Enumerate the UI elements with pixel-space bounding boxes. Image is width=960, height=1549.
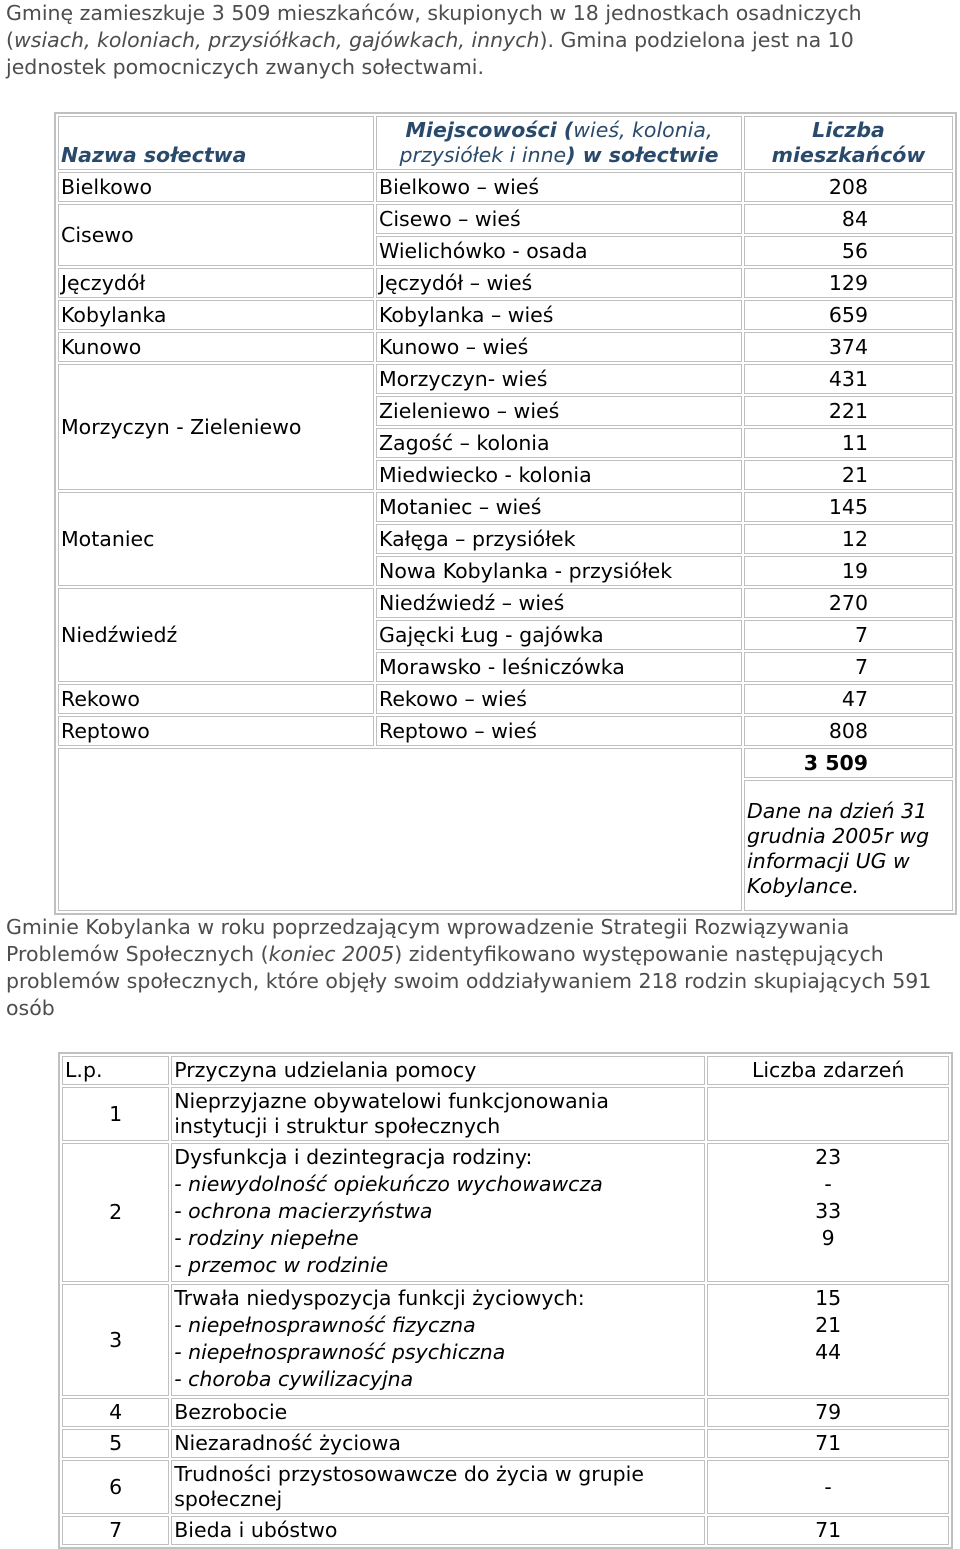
lp-cell: 7: [62, 1516, 169, 1545]
locality-cell: Nowa Kobylanka - przysiółek: [376, 556, 742, 586]
reason-cell: Trudności przystosowawcze do życia w grupie społecznej: [171, 1460, 705, 1514]
header-count: Liczba zdarzeń: [707, 1056, 949, 1085]
count-cell: [707, 1284, 949, 1396]
population-cell: 12: [744, 524, 953, 554]
table-row: [58, 588, 953, 618]
population-cell: 659: [744, 300, 953, 330]
locality-cell: Rekowo – wieś: [376, 684, 742, 714]
problems-table: [58, 1052, 953, 1549]
count-cell: 71: [707, 1429, 949, 1458]
count-cell: 71: [707, 1516, 949, 1545]
solectwo-cell: Kobylanka: [58, 300, 374, 330]
problems-text-b: ) zidentyfikowano występowanie następujących problemów społecznych, które objęły swoim oddziaływaniem 218 rodzin skupiających 591 osób: [6, 942, 932, 1020]
count-cell: [707, 1143, 949, 1282]
population-cell: 221: [744, 396, 953, 426]
lp-cell: 4: [62, 1398, 169, 1427]
population-cell: 208: [744, 172, 953, 202]
table-row: [62, 1143, 949, 1282]
locality-cell: Morawsko - leśniczówka: [376, 652, 742, 682]
locality-cell: Kunowo – wieś: [376, 332, 742, 362]
reason-cell: Niezaradność życiowa: [171, 1429, 705, 1458]
table-row: [58, 172, 953, 202]
reason-item: - przemoc w rodzinie: [174, 1253, 389, 1277]
intro-text-italic: wsiach, koloniach, przysiółkach, gajówkach, innych: [14, 28, 540, 52]
locality-cell: Kobylanka – wieś: [376, 300, 742, 330]
reason-cell: Bezrobocie: [171, 1398, 705, 1427]
empty-cell: [58, 748, 742, 911]
locality-cell: Zieleniewo – wieś: [376, 396, 742, 426]
table-row: [62, 1460, 949, 1514]
locality-cell: Morzyczyn- wieś: [376, 364, 742, 394]
population-cell: 56: [744, 236, 953, 266]
locality-cell: Reptowo – wieś: [376, 716, 742, 746]
lp-cell: 1: [62, 1087, 169, 1141]
locality-cell: Bielkowo – wieś: [376, 172, 742, 202]
solectwo-cell: Morzyczyn - Zieleniewo: [58, 364, 374, 490]
header-liczba: Liczba mieszkańców: [744, 116, 953, 170]
table-row: [58, 492, 953, 522]
lp-cell: 2: [62, 1143, 169, 1282]
population-cell: 374: [744, 332, 953, 362]
locality-cell: Kałęga – przysiółek: [376, 524, 742, 554]
reason-title: Dysfunkcja i dezintegracja rodziny:: [174, 1145, 533, 1169]
count-cell: -: [707, 1460, 949, 1514]
total-row: [58, 748, 953, 778]
population-cell: 11: [744, 428, 953, 458]
table-row: [62, 1398, 949, 1427]
locality-cell: Motaniec – wieś: [376, 492, 742, 522]
table-row: [58, 364, 953, 394]
count-value: 33: [815, 1199, 842, 1223]
reason-cell: Bieda i ubóstwo: [171, 1516, 705, 1545]
header-reason: Przyczyna udzielania pomocy: [171, 1056, 705, 1085]
reason-item: - choroba cywilizacyjna: [174, 1367, 414, 1391]
reason-item: - niewydolność opiekuńczo wychowawcza: [174, 1172, 603, 1196]
count-value: 9: [821, 1226, 835, 1250]
solectwo-cell: Kunowo: [58, 332, 374, 362]
table-row: [58, 716, 953, 746]
lp-cell: 6: [62, 1460, 169, 1514]
locality-cell: Zagość – kolonia: [376, 428, 742, 458]
count-value: 23: [815, 1145, 842, 1169]
header-lp: L.p.: [62, 1056, 169, 1085]
intro-text-b: ). Gmina podzielona jest na 10 jednostek pomocniczych zwanych sołectwami.: [6, 28, 854, 79]
table-row: [58, 300, 953, 330]
population-cell: 431: [744, 364, 953, 394]
reason-cell: [171, 1284, 705, 1396]
population-cell: 129: [744, 268, 953, 298]
population-cell: 270: [744, 588, 953, 618]
reason-item: - niepełnosprawność psychiczna: [174, 1340, 506, 1364]
table-header: [58, 116, 953, 170]
solectwo-cell: Niedźwiedź: [58, 588, 374, 682]
locality-cell: Miedwiecko - kolonia: [376, 460, 742, 490]
population-cell: 808: [744, 716, 953, 746]
table-header: [62, 1056, 949, 1085]
data-note: Dane na dzień 31 grudnia 2005r wg informacji UG w Kobylance.: [744, 780, 953, 911]
intro-text-a: Gminę zamieszkuje 3 509 mieszkańców, skupionych w 18 jednostkach osadniczych (: [6, 1, 862, 52]
population-cell: 7: [744, 620, 953, 650]
solectwo-cell: Cisewo: [58, 204, 374, 266]
count-value: 44: [815, 1340, 842, 1364]
reason-item: - rodziny niepełne: [174, 1226, 359, 1250]
count-value: 21: [815, 1313, 842, 1337]
population-cell: 145: [744, 492, 953, 522]
population-cell: 47: [744, 684, 953, 714]
population-cell: 21: [744, 460, 953, 490]
intro-paragraph: [6, 0, 951, 81]
population-cell: 84: [744, 204, 953, 234]
total-population: 3 509: [744, 748, 953, 778]
table-row: [58, 204, 953, 234]
reason-item: - niepełnosprawność fizyczna: [174, 1313, 476, 1337]
count-cell: 79: [707, 1398, 949, 1427]
solectwo-cell: Bielkowo: [58, 172, 374, 202]
locality-cell: Gajęcki Ług - gajówka: [376, 620, 742, 650]
reason-title: Trwała niedyspozycja funkcji życiowych:: [174, 1286, 585, 1310]
lp-cell: 3: [62, 1284, 169, 1396]
count-value: 15: [815, 1286, 842, 1310]
locality-cell: Cisewo – wieś: [376, 204, 742, 234]
reason-cell: [171, 1143, 705, 1282]
lp-cell: 5: [62, 1429, 169, 1458]
solectwo-cell: Reptowo: [58, 716, 374, 746]
locality-cell: Wielichówko - osada: [376, 236, 742, 266]
reason-item: - ochrona macierzyństwa: [174, 1199, 433, 1223]
solectwa-table: [54, 112, 957, 915]
header-miejscowosci: Miejscowości (wieś, kolonia, przysiółek i inne) w sołectwie: [376, 116, 742, 170]
solectwo-cell: Motaniec: [58, 492, 374, 586]
locality-cell: Niedźwiedź – wieś: [376, 588, 742, 618]
table-row: [62, 1429, 949, 1458]
count-value: -: [824, 1172, 832, 1196]
problems-paragraph: [6, 914, 951, 1022]
solectwo-cell: Jęczydół: [58, 268, 374, 298]
table-row: [58, 268, 953, 298]
table-row: [62, 1087, 949, 1141]
header-solectwo: Nazwa sołectwa: [58, 116, 374, 170]
table-row: [58, 332, 953, 362]
problems-text-italic: koniec 2005: [268, 942, 395, 966]
population-cell: 7: [744, 652, 953, 682]
locality-cell: Jęczydół – wieś: [376, 268, 742, 298]
population-cell: 19: [744, 556, 953, 586]
table-row: [58, 684, 953, 714]
problems-text-a: Gminie Kobylanka w roku poprzedzającym wprowadzenie Strategii Rozwiązywania Problemów Społecznych (: [6, 915, 850, 966]
reason-cell: Nieprzyjazne obywatelowi funkcjonowania instytucji i struktur społecznych: [171, 1087, 705, 1141]
count-cell: [707, 1087, 949, 1141]
solectwo-cell: Rekowo: [58, 684, 374, 714]
table-row: [62, 1284, 949, 1396]
